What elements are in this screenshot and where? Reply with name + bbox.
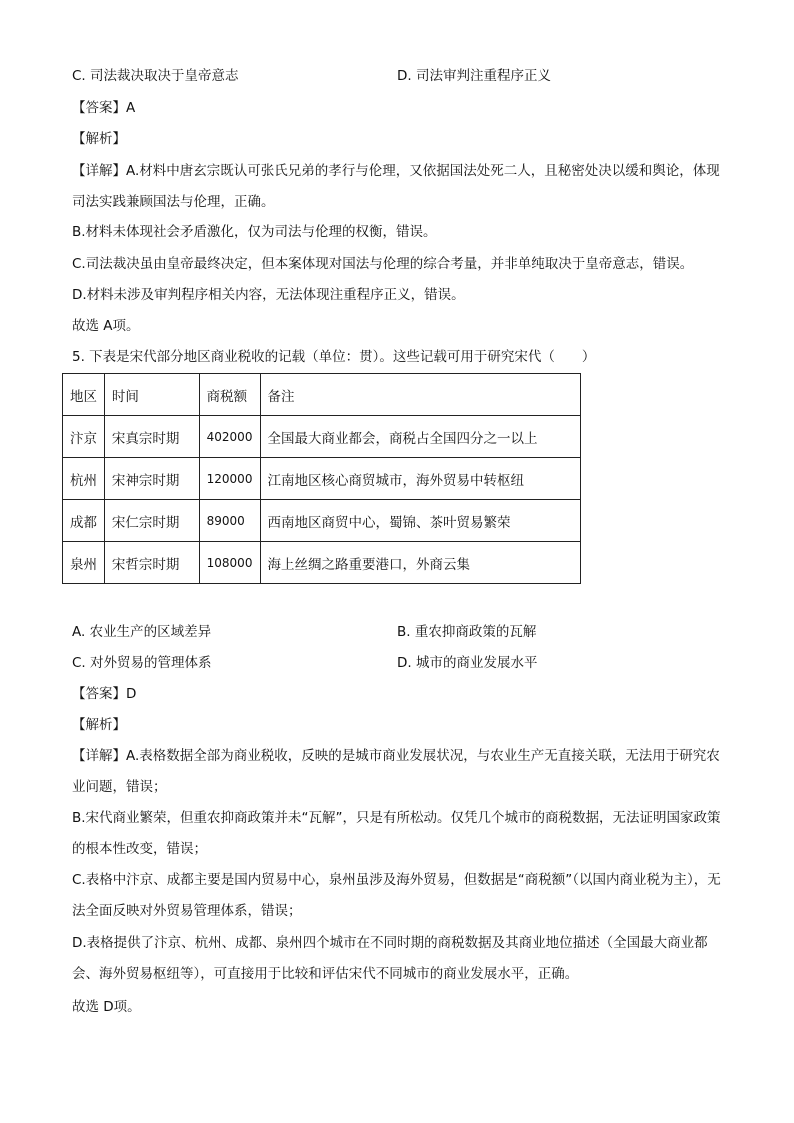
option-c-prev: C. 司法裁决取决于皇帝意志	[72, 68, 239, 84]
q5-answer: 【答案】D	[72, 686, 137, 702]
q5-option-a: A. 农业生产的区域差异	[72, 624, 212, 640]
note-cell: 西南地区商贸中心，蜀锦、茶叶贸易繁荣	[260, 500, 580, 542]
region-cell: 泉州	[63, 542, 105, 584]
period-cell: 宋哲宗时期	[104, 542, 199, 584]
q4-answer: 【答案】A	[72, 100, 136, 116]
q5-detail-b: B.宋代商业繁荣，但重农抑商政策并未“瓦解”，只是有所松动。仅凭几个城市的商税数据，无法证明国家政策的根本性改变，错误；	[72, 810, 721, 857]
q5-stem: 5. 下表是宋代部分地区商业税收的记载（单位：贯）。这些记载可用于研究宋代（ ）	[72, 349, 596, 365]
header-cell: 地区	[63, 374, 105, 416]
table-row	[63, 542, 581, 584]
q5-analysis-label: 【解析】	[72, 717, 126, 733]
q4-analysis-label: 【解析】	[72, 131, 126, 147]
q5-detail-d: D.表格提供了汴京、杭州、成都、泉州四个城市在不同时期的商税数据及其商业地位描述（全国最大商业都会、海外贸易枢纽等），可直接用于比较和评估宋代不同城市的商业发展水平，正确。	[72, 935, 708, 982]
period-cell: 宋神宗时期	[104, 458, 199, 500]
option-d-prev: D. 司法审判注重程序正义	[397, 68, 551, 84]
q5-option-b: B. 重农抑商政策的瓦解	[397, 624, 537, 640]
q4-detail-b: B.材料未体现社会矛盾激化，仅为司法与伦理的权衡，错误。	[72, 224, 437, 240]
period-cell: 宋真宗时期	[104, 416, 199, 458]
q5-detail-c: C.表格中汴京、成都主要是国内贸易中心，泉州虽涉及海外贸易，但数据是“商税额”（以国内商业税为主），无法全面反映对外贸易管理体系，错误；	[72, 872, 721, 919]
table-row	[63, 500, 581, 542]
note-cell: 全国最大商业都会，商税占全国四分之一以上	[260, 416, 580, 458]
q4-detail-d: D.材料未涉及审判程序相关内容，无法体现注重程序正义，错误。	[72, 287, 465, 303]
region-cell: 杭州	[63, 458, 105, 500]
region-cell: 成都	[63, 500, 105, 542]
note-cell: 江南地区核心商贸城市，海外贸易中转枢纽	[260, 458, 580, 500]
table-row	[63, 458, 581, 500]
q4-detail-a: 【详解】A.材料中唐玄宗既认可张氏兄弟的孝行与伦理，又依据国法处死二人，且秘密处决以缓和舆论，体现司法实践兼顾国法与伦理，正确。	[72, 163, 720, 210]
table-header-row	[63, 374, 581, 416]
header-cell: 备注	[260, 374, 580, 416]
header-cell: 时间	[104, 374, 199, 416]
header-cell: 商税额	[199, 374, 260, 416]
tax-amount-cell: 120000	[199, 458, 260, 500]
tax-amount-cell: 108000	[199, 542, 260, 584]
region-cell: 汴京	[63, 416, 105, 458]
q5-conclusion: 故选 D项。	[72, 999, 141, 1015]
note-cell: 海上丝绸之路重要港口，外商云集	[260, 542, 580, 584]
period-cell: 宋仁宗时期	[104, 500, 199, 542]
tax-amount-cell: 89000	[199, 500, 260, 542]
q4-detail-c: C.司法裁决虽由皇帝最终决定，但本案体现对国法与伦理的综合考量，并非单纯取决于皇帝意志，错误。	[72, 256, 694, 272]
table-row	[63, 416, 581, 458]
tax-table	[62, 373, 581, 584]
q5-option-c: C. 对外贸易的管理体系	[72, 655, 212, 671]
q4-conclusion: 故选 A项。	[72, 318, 140, 334]
tax-amount-cell: 402000	[199, 416, 260, 458]
q5-detail-a: 【详解】A.表格数据全部为商业税收，反映的是城市商业发展状况，与农业生产无直接关联，无法用于研究农业问题，错误；	[72, 748, 720, 795]
q5-option-d: D. 城市的商业发展水平	[397, 655, 538, 671]
